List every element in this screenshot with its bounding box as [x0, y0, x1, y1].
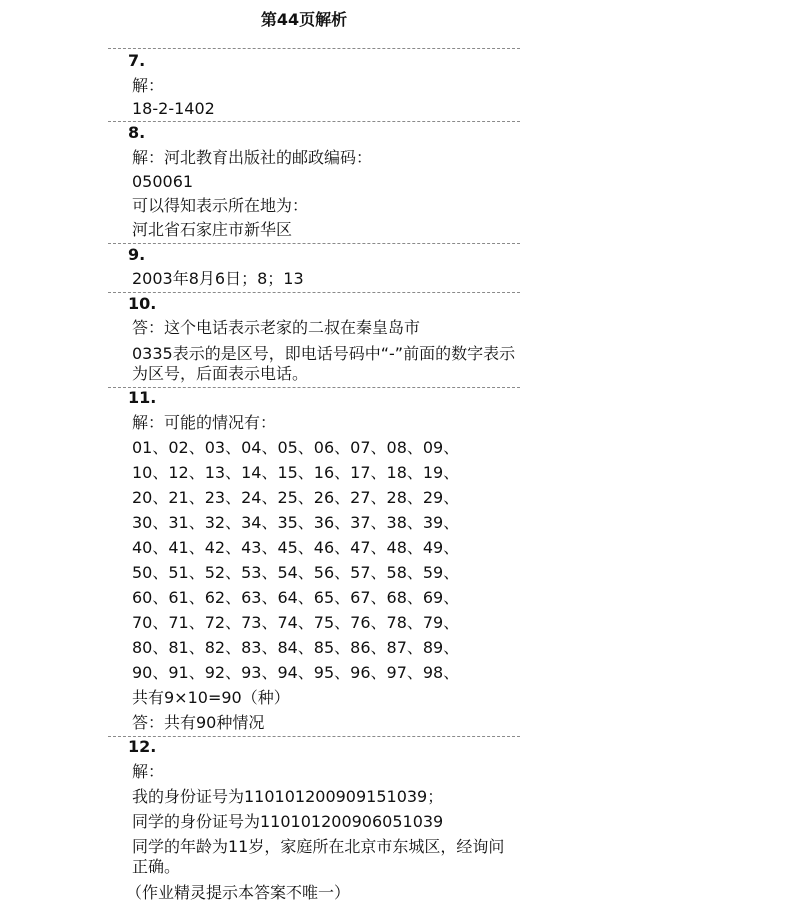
answer-line: 我的身份证号为110101200909151039； — [132, 787, 444, 806]
answer-line: 80、81、82、83、84、85、86、87、89、 — [132, 638, 460, 657]
answer-line: 90、91、92、93、94、95、96、97、98、 — [132, 663, 460, 682]
answer-line: 18-2-1402 — [132, 99, 215, 118]
answer-line: 解：可能的情况有： — [132, 413, 277, 432]
question-11 — [108, 387, 520, 737]
answer-line: 解： — [132, 762, 165, 781]
answer-note: （作业精灵提示本答案不唯一） — [126, 883, 351, 902]
answer-line: 50、51、52、53、54、56、57、58、59、 — [132, 563, 460, 582]
answer-line: 河北省石家庄市新华区 — [132, 220, 293, 239]
question-number: 12. — [128, 737, 157, 756]
answer-line: 可以得知表示所在地为： — [132, 196, 309, 215]
question-12 — [108, 736, 520, 907]
question-number: 7. — [128, 51, 146, 70]
question-7 — [108, 48, 520, 122]
answer-line: 40、41、42、43、45、46、47、48、49、 — [132, 538, 460, 557]
answer-line: 同学的身份证号为110101200906051039 — [132, 812, 444, 831]
answer-line: 050061 — [132, 172, 194, 191]
answer-line: 70、71、72、73、74、75、76、78、79、 — [132, 613, 460, 632]
answer-line: 30、31、32、34、35、36、37、38、39、 — [132, 513, 460, 532]
question-9 — [108, 243, 520, 293]
question-10 — [108, 292, 520, 388]
answer-line: 20、21、23、24、25、26、27、28、29、 — [132, 488, 460, 507]
answer-line: 解：河北教育出版社的邮政编码： — [132, 148, 373, 167]
question-number: 11. — [128, 388, 157, 407]
answer-line: 答：共有90种情况 — [132, 713, 265, 732]
answer-line: 解： — [132, 76, 165, 95]
answer-line: 共有9×10=90（种） — [132, 688, 290, 707]
question-number: 9. — [128, 245, 146, 264]
answer-line: 10、12、13、14、15、16、17、18、19、 — [132, 463, 460, 482]
answer-line: 2003年8月6日；8；13 — [132, 269, 304, 288]
question-number: 10. — [128, 294, 157, 313]
answer-line: 同学的年龄为11岁，家庭所在北京市东城区，经询问正确。 — [132, 837, 505, 876]
answer-line: 答：这个电话表示老家的二叔在秦皇岛市 — [132, 318, 421, 337]
question-8 — [108, 121, 520, 244]
answer-line: 0335表示的是区号，即电话号码中“-”前面的数字表示为区号，后面表示电话。 — [132, 344, 516, 383]
question-number: 8. — [128, 123, 146, 142]
page-title: 第44页解析 — [260, 10, 348, 29]
answer-line: 01、02、03、04、05、06、07、08、09、 — [132, 438, 460, 457]
answer-line: 60、61、62、63、64、65、67、68、69、 — [132, 588, 460, 607]
